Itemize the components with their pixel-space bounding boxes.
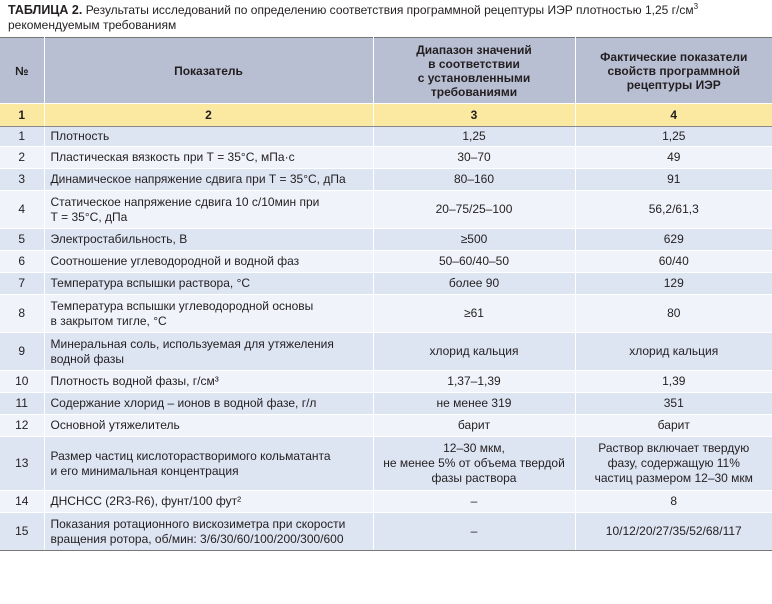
range-cell-line: не менее 319 [436, 396, 512, 410]
indicator-cell-line: водной фазы [50, 351, 125, 366]
table-row [0, 491, 772, 513]
range-cell [373, 169, 575, 191]
actual-cell [575, 491, 772, 513]
range-cell [373, 513, 575, 551]
actual-cell-line: фазу, содержащую 11% [607, 456, 740, 470]
range-cell [373, 127, 575, 147]
actual-cell [575, 333, 772, 371]
row-number: 4 [0, 191, 44, 229]
table-row [0, 147, 772, 169]
indicator-cell [44, 229, 373, 251]
indicator-cell-line: Основной утяжелитель [50, 418, 180, 432]
indicator-cell-line: Пластическая вязкость при Т = 35°С, мПа·с [50, 150, 295, 164]
header-range [373, 38, 575, 104]
indicator-cell-line: и его минимальная концентрация [50, 463, 239, 478]
table-row [0, 371, 772, 393]
header-range-line: с установленными требованиями [417, 70, 531, 99]
range-cell-line: – [470, 524, 478, 538]
actual-cell [575, 393, 772, 415]
indicator-cell-line: в закрытом тигле, °С [50, 313, 167, 328]
actual-cell-line: Раствор включает твердую [598, 441, 750, 455]
actual-cell-line: барит [657, 418, 690, 432]
range-cell [373, 371, 575, 393]
indicator-cell-line: Температура вспышки углеводородной основы [50, 298, 314, 313]
actual-cell-line: 8 [670, 494, 678, 508]
column-number: 4 [575, 104, 772, 127]
range-cell-line: хлорид кальция [429, 344, 519, 358]
row-number: 3 [0, 169, 44, 191]
indicator-cell-line: Статическое напряжение сдвига 10 с/10мин при [50, 194, 320, 209]
indicator-cell [44, 127, 373, 147]
row-number: 15 [0, 513, 44, 551]
row-number: 8 [0, 295, 44, 333]
row-number: 9 [0, 333, 44, 371]
actual-cell-line: 10/12/20/27/35/52/68/117 [605, 524, 742, 538]
actual-cell-line: 129 [663, 276, 684, 290]
indicator-cell-line: Содержание хлорид – ионов в водной фазе, г/л [50, 396, 317, 410]
header-actual [575, 38, 772, 104]
actual-cell-line: 56,2/61,3 [648, 202, 699, 216]
range-cell-line: 12–30 мкм, [443, 441, 505, 455]
table-row [0, 295, 772, 333]
range-cell-line: 20–75/25–100 [435, 202, 513, 216]
indicator-cell-line: Плотность [50, 129, 110, 143]
actual-cell [575, 127, 772, 147]
range-cell-line: – [470, 494, 478, 508]
indicator-cell-line: Температура вспышки раствора, °С [50, 276, 251, 290]
range-cell-line: 1,25 [462, 129, 486, 143]
row-number: 1 [0, 127, 44, 147]
row-number: 10 [0, 371, 44, 393]
range-cell [373, 295, 575, 333]
column-number-row [0, 104, 772, 127]
actual-cell [575, 513, 772, 551]
indicator-cell [44, 513, 373, 551]
actual-cell-line: 91 [667, 172, 681, 186]
range-cell-line: не менее 5% от объема твердой [383, 456, 565, 470]
table-row [0, 273, 772, 295]
header-number: № [0, 38, 44, 104]
range-cell-line: ≥500 [460, 232, 488, 246]
actual-cell-line: 1,39 [662, 374, 686, 388]
range-cell [373, 491, 575, 513]
indicator-cell [44, 393, 373, 415]
range-cell [373, 147, 575, 169]
table-row [0, 191, 772, 229]
row-number: 7 [0, 273, 44, 295]
actual-cell [575, 415, 772, 437]
caption-superscript: 3 [693, 2, 699, 11]
range-cell-line: 80–160 [453, 172, 495, 186]
indicator-cell-line: Т = 35°С, дПа [50, 209, 128, 224]
header-actual-line: свойств программной [607, 63, 740, 78]
header-range-line: Диапазон значений [416, 42, 532, 57]
actual-cell-line: 351 [663, 396, 684, 410]
indicator-cell-line: Показания ротационного вискозиметра при скорости [50, 516, 346, 531]
caption-text: Результаты исследований по определению соответствия программной рецептуры ИЭР плотностью 1,25 г/см [82, 3, 694, 17]
row-number: 13 [0, 437, 44, 491]
row-number: 11 [0, 393, 44, 415]
actual-cell-line: 1,25 [662, 129, 686, 143]
header-range-line: в соответствии [428, 56, 520, 71]
actual-cell [575, 273, 772, 295]
indicator-cell-line: вращения ротора, об/мин: 3/6/30/60/100/200/300/600 [50, 531, 344, 546]
indicator-cell [44, 437, 373, 491]
row-number: 12 [0, 415, 44, 437]
actual-cell [575, 251, 772, 273]
range-cell [373, 251, 575, 273]
table-row [0, 415, 772, 437]
row-number: 14 [0, 491, 44, 513]
table-row [0, 333, 772, 371]
range-cell [373, 191, 575, 229]
range-cell-line: 30–70 [457, 150, 491, 164]
table-row [0, 513, 772, 551]
actual-cell [575, 437, 772, 491]
indicator-cell [44, 273, 373, 295]
caption-text-line2: рекомендуемым требованиям [8, 18, 177, 32]
table-row [0, 229, 772, 251]
row-number: 6 [0, 251, 44, 273]
row-number: 5 [0, 229, 44, 251]
indicator-cell [44, 191, 373, 229]
indicator-cell [44, 491, 373, 513]
range-cell [373, 229, 575, 251]
range-cell-line: ≥61 [464, 306, 484, 320]
indicator-cell [44, 147, 373, 169]
range-cell-line: фазы раствора [431, 471, 517, 485]
indicator-cell-line: Минеральная соль, используемая для утяжеления [50, 336, 334, 351]
table-row [0, 127, 772, 147]
column-number: 1 [0, 104, 44, 127]
actual-cell-line: 80 [667, 306, 681, 320]
results-table [0, 37, 772, 551]
actual-cell-line: хлорид кальция [629, 344, 719, 358]
row-number: 2 [0, 147, 44, 169]
actual-cell [575, 147, 772, 169]
actual-cell-line: частиц размером 12–30 мкм [594, 471, 753, 485]
indicator-cell-line: Плотность водной фазы, г/см³ [50, 374, 219, 388]
indicator-cell [44, 415, 373, 437]
table-row [0, 169, 772, 191]
indicator-cell [44, 169, 373, 191]
caption-label: ТАБЛИЦА 2. [8, 3, 83, 17]
range-cell-line: барит [457, 418, 491, 432]
table-row [0, 437, 772, 491]
column-number: 2 [44, 104, 373, 127]
indicator-cell [44, 333, 373, 371]
header-indicator: Показатель [44, 38, 373, 104]
actual-cell-line: 60/40 [658, 254, 689, 268]
range-cell [373, 273, 575, 295]
indicator-cell-line: Соотношение углеводородной и водной фаз [50, 254, 300, 268]
indicator-cell-line: Размер частиц кислоторастворимого кольматанта [50, 448, 331, 463]
range-cell-line: 50–60/40–50 [438, 254, 510, 268]
range-cell-line: 1,37–1,39 [447, 374, 501, 388]
actual-cell [575, 169, 772, 191]
table-row [0, 251, 772, 273]
range-cell [373, 393, 575, 415]
range-cell [373, 437, 575, 491]
indicator-cell [44, 251, 373, 273]
range-cell-line: более 90 [448, 276, 500, 290]
actual-cell-line: 629 [663, 232, 684, 246]
header-actual-line: Фактические показатели [600, 49, 748, 64]
indicator-cell-line: Электростабильность, В [50, 232, 188, 246]
actual-cell [575, 229, 772, 251]
table-caption [0, 0, 772, 37]
column-number: 3 [373, 104, 575, 127]
range-cell [373, 333, 575, 371]
header-actual-line: рецептуры ИЭР [626, 77, 721, 92]
indicator-cell-line: Динамическое напряжение сдвига при Т = 35°С, дПа [50, 172, 346, 186]
indicator-cell-line: ДНСНСС (2R3-R6), фунт/100 фут² [50, 494, 242, 508]
table-header-row [0, 38, 772, 104]
actual-cell [575, 295, 772, 333]
indicator-cell [44, 295, 373, 333]
actual-cell-line: 49 [667, 150, 681, 164]
indicator-cell [44, 371, 373, 393]
actual-cell [575, 191, 772, 229]
table-row [0, 393, 772, 415]
range-cell [373, 415, 575, 437]
actual-cell [575, 371, 772, 393]
